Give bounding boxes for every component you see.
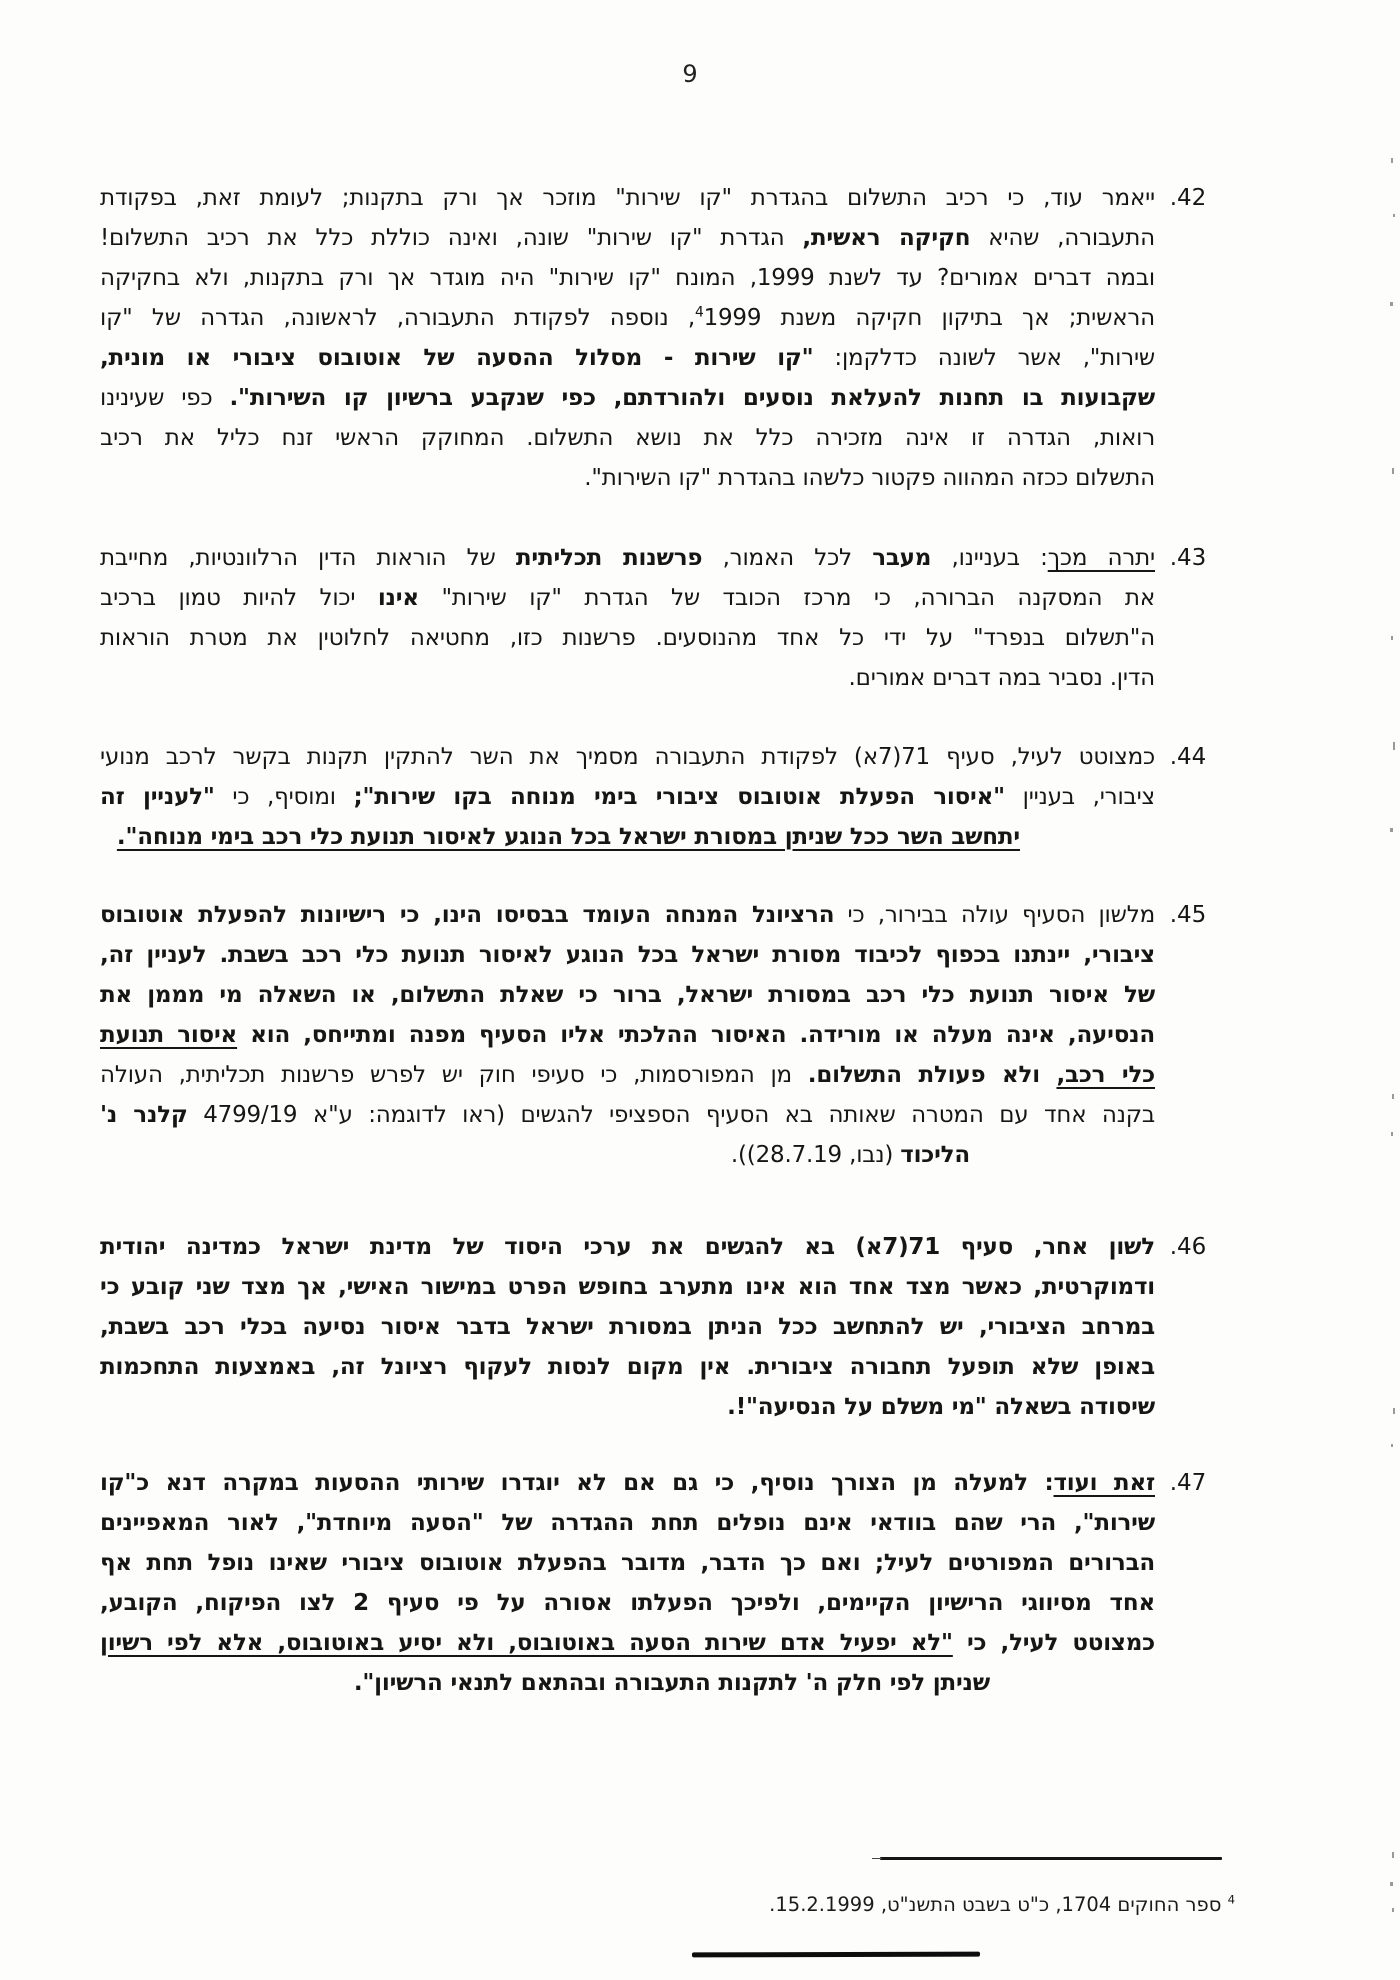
text-segment: שירות", אשר לשונה כדלקמן: (813, 345, 1155, 371)
paragraph-number: 47. (1169, 1470, 1207, 1496)
text-segment: יתחשב השר ככל שניתן במסורת ישראל בכל הנוגע לאיסור תנועת כלי רכב בימי מנוחה". (116, 824, 1020, 850)
paragraph (100, 737, 1207, 857)
scan-artifact (1392, 1908, 1394, 1912)
text-segment: יתרה מכך (1047, 545, 1155, 571)
scan-artifact (1392, 1852, 1394, 1858)
text-segment: אחד מסיווגי הרישיון הקיימים, ולפיכך הפעלתו אסורה על פי סעיף 2 לצו הפיקוח, הקובע, (100, 1590, 1155, 1616)
text-segment: שירות", הרי שהם בוודאי אינם נופלים תחת ההגדרה של "הסעה מיוחדת", לאור המאפיינים (100, 1510, 1155, 1536)
text-line (100, 658, 1155, 698)
scan-artifact (1390, 1882, 1393, 1886)
text-segment: "לא יפעיל אדם שירות הסעה באוטובוס, ולא יסיע באוטובוס, אלא לפי רשיון (100, 1630, 953, 1656)
text-line (100, 1503, 1155, 1543)
scan-artifact-streak (692, 1952, 980, 1958)
text-line (100, 1387, 1155, 1427)
text-segment: ה"תשלום בנפרד" על ידי כל אחד מהנוסעים. פרשנות כזו, מחטיאה לחלוטין את מטרת הוראות (100, 625, 1155, 651)
text-segment: הברורים המפורטים לעיל; ואם כך הדבר, מדובר בהפעלת אוטובוס ציבורי שאינו נופל תחת אף (100, 1550, 1155, 1576)
text-segment: לכל האמור, (702, 545, 873, 571)
text-segment: כפי שעינינו (100, 385, 230, 411)
text-line (100, 298, 1155, 338)
footnote-separator-line (880, 1857, 1222, 1860)
text-segment: רואות, הגדרה זו אינה מזכירה כלל את נושא התשלום. המחוקק הראשי זנח כליל את רכיב (100, 425, 1155, 451)
text-line (100, 1463, 1155, 1503)
text-segment: באופן שלא תופעל תחבורה ציבורית. אין מקום לנסות לעקוף רציונל זה, באמצעות התחכמות (100, 1354, 1155, 1380)
text-segment: אינו (377, 585, 419, 611)
scan-artifact (1390, 302, 1393, 306)
paragraph-number: 42. (1169, 185, 1207, 211)
text-segment: 4 (694, 304, 704, 321)
text-segment: כלי רכב, (1056, 1062, 1155, 1088)
text-segment: איסור תנועת (100, 1022, 238, 1048)
text-line (100, 1543, 1155, 1583)
text-segment: : למעלה מן הצורך נוסיף, כי גם אם לא יוגדרו שירותי ההסעות במקרה דנא כ"קו (100, 1470, 1054, 1496)
text-segment: שניתן לפי חלק ה' לתקנות התעבורה ובהתאם לתנאי הרשיון". (353, 1670, 990, 1696)
paragraph (100, 1227, 1207, 1427)
text-line (100, 458, 1155, 498)
footnote-marker: 4 (1227, 1892, 1235, 1907)
text-line (100, 538, 1155, 578)
text-segment: 1999, נוספה לפקודת התעבורה, לראשונה, הגדרה של "קו (100, 305, 762, 331)
text-segment: "קו שירות - מסלול ההסעה של אוטובוס ציבורי או מונית, (100, 345, 814, 371)
text-line (100, 258, 1155, 298)
paragraph-number: 46. (1169, 1234, 1207, 1260)
text-segment: מעבר (872, 545, 932, 571)
scan-artifact (1393, 742, 1395, 750)
text-line (100, 935, 1155, 975)
scan-artifact (1392, 1094, 1394, 1099)
text-segment: של הוראות הדין הרלוונטיות, מחייבת (100, 545, 516, 571)
text-segment: מלשון הסעיף עולה בבירור, כי (834, 902, 1156, 928)
text-segment: במרחב הציבורי, יש להתחשב ככל הניתן במסורת ישראל בדבר איסור נסיעה בכלי רכב בשבת, (100, 1314, 1155, 1340)
text-segment: ודמוקרטית, כאשר מצד אחד הוא אינו מתערב בחופש הפרט במישור האישי, אך מצד שני קובע כי (100, 1274, 1155, 1300)
footnote-text: ספר החוקים 1704, כ"ט בשבט התשנ"ט, 15.2.1999. (769, 1893, 1228, 1916)
text-line (100, 1267, 1155, 1307)
text-line (100, 578, 1155, 618)
text-segment: ציבורי, בעניין (1004, 784, 1155, 810)
text-line (100, 817, 1155, 857)
text-line (100, 1227, 1155, 1267)
text-segment: כמצוטט לעיל, סעיף 71(7א) לפקודת התעבורה מסמיך את השר להתקין תקנות בקשר לרכב מנועי (100, 744, 1155, 770)
text-segment: : בעניינו, (931, 545, 1048, 571)
text-line (100, 1347, 1155, 1387)
text-segment: הנסיעה, אינה מעלה או מורידה. האיסור ההלכתי אליו הסעיף מפנה ומתייחס, הוא (237, 1022, 1155, 1048)
text-segment: "איסור הפעלת אוטובוס ציבורי בימי מנוחה בקו שירות"; (353, 784, 1005, 810)
text-line (100, 418, 1155, 458)
text-segment: קלנר נ' (100, 1102, 188, 1128)
text-segment: ציבורי, יינתנו בכפוף לכיבוד מסורת ישראל בכל הנוגע לאיסור תנועת כלי רכב בשבת. לעניין זה, (100, 942, 1155, 968)
text-segment: של איסור תנועת כלי רכב במסורת ישראל, ברור כי שאלת התשלום, או השאלה מי מממן את (100, 982, 1155, 1008)
text-line (100, 1307, 1155, 1347)
paragraph (100, 178, 1207, 498)
text-line (100, 1623, 1155, 1663)
text-line (100, 777, 1155, 817)
text-line (100, 737, 1155, 777)
text-line (100, 178, 1155, 218)
footnote (769, 1893, 1235, 1916)
text-segment: (נבו, 28.7.19)). (730, 1142, 901, 1168)
scan-artifact (1391, 1444, 1393, 1447)
text-line (100, 338, 1155, 378)
text-segment: פרשנות תכליתית (515, 545, 703, 571)
page-number: 9 (682, 60, 698, 88)
text-segment: לשון אחר, סעיף 71(7א) בא להגשים את ערכי היסוד של מדינת ישראל כמדינה יהודית (100, 1234, 1156, 1260)
text-segment: בקנה אחד עם המטרה שאותה בא הסעיף הספציפי להגשים (ראו לדוגמה: ע"א 4799/19 (187, 1102, 1155, 1128)
text-segment: יכול להיות טמון ברכיב (100, 585, 378, 611)
text-line (100, 1095, 1155, 1135)
text-segment: "לעניין זה (100, 784, 215, 810)
text-segment: ובמה דברים אמורים? עד לשנת 1999, המונח "קו שירות" היה מוגדר אך ורק בתקנות, ולא בחקיקה (100, 265, 1155, 291)
text-segment: ולא פעולת התשלום. (807, 1062, 1057, 1088)
text-line (100, 895, 1155, 935)
text-line (100, 1135, 1155, 1175)
paragraph-number: 45. (1169, 902, 1207, 928)
text-segment: את המסקנה הברורה, כי מרכז הכובד של הגדרת "קו שירות" (418, 585, 1155, 611)
text-line (100, 618, 1155, 658)
scan-artifact (1393, 214, 1395, 217)
scan-artifact (1391, 1132, 1393, 1136)
text-line (100, 1583, 1155, 1623)
paragraph-number: 43. (1169, 545, 1207, 571)
scan-artifact (1392, 468, 1394, 474)
text-segment: הליכוד (900, 1142, 970, 1168)
text-segment: הדין. נסביר במה דברים אמורים. (848, 665, 1155, 691)
text-segment: שקבועות בו תחנות להעלאת נוסעים ולהורדתם, כפי שנקבע ברשיון קו השירות". (229, 385, 1155, 411)
text-segment: שיסודה בשאלה "מי משלם על הנסיעה"!. (727, 1394, 1155, 1420)
text-segment: מן המפורסמות, כי סעיפי חוק יש לפרש פרשנות תכליתית, העולה (100, 1062, 808, 1088)
text-line (100, 1055, 1155, 1095)
document-body (100, 178, 1207, 1703)
scan-artifact (1390, 828, 1393, 832)
text-line (100, 218, 1155, 258)
text-segment: זאת ועוד (1053, 1470, 1155, 1496)
paragraph (100, 1463, 1207, 1703)
text-segment: כמצוטט לעיל, כי (952, 1630, 1156, 1656)
paragraph (100, 538, 1207, 698)
paragraph-number: 44. (1169, 744, 1207, 770)
text-segment: התשלום ככזה המהווה פקטור כלשהו בהגדרת "קו השירות". (584, 465, 1155, 491)
paragraph (100, 895, 1207, 1175)
text-line (100, 1663, 1155, 1703)
text-segment: חקיקה ראשית, (802, 225, 971, 251)
text-segment: ייאמר עוד, כי רכיב התשלום בהגדרת "קו שירות" מוזכר אך ורק בתקנות; לעומת זאת, בפקודת (100, 185, 1155, 211)
text-segment: הראשית; אך בתיקון חקיקה משנת (761, 305, 1155, 331)
text-line (100, 975, 1155, 1015)
text-segment: התעבורה, שהיא (970, 225, 1155, 251)
scan-artifact (1393, 1408, 1395, 1414)
text-segment: הגדרת "קו שירות" שונה, ואינה כוללת כלל את רכיב התשלום! (100, 225, 803, 251)
text-segment: הרציונל המנחה העומד בבסיסו הינו, כי רישיונות להפעלת אוטובוס (100, 902, 835, 928)
scan-artifact (1391, 158, 1393, 163)
scan-artifact (1391, 636, 1393, 640)
text-line (100, 378, 1155, 418)
text-line (100, 1015, 1155, 1055)
text-segment: ומוסיף, כי (214, 784, 354, 810)
